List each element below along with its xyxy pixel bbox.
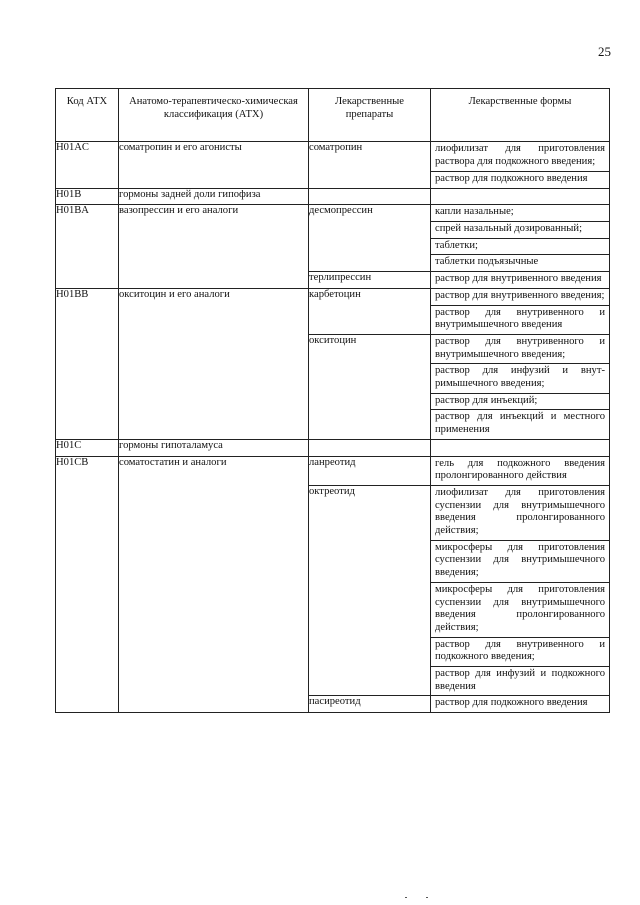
dosage-form-item: лиофилизат для приготовления раствора для подкожного введения; <box>435 143 605 168</box>
header-drugs: Лекарственные препараты <box>309 89 431 142</box>
dosage-form-item: таблетки; <box>431 238 609 255</box>
drug-name-cell: октреотид <box>309 485 431 696</box>
dosage-forms-cell <box>431 485 610 696</box>
atx-code-cell: H01B <box>56 188 119 205</box>
dosage-forms-cell <box>431 205 610 272</box>
atx-classification-cell: гормоны задней доли гипофиза <box>119 188 309 205</box>
drug-name-cell: карбетоцин <box>309 288 431 334</box>
table-row <box>56 188 610 205</box>
dosage-forms-cell <box>431 439 610 456</box>
dosage-form-item: микросферы для приготовления суспензии для внутримышечного введения; <box>431 540 609 582</box>
dosage-form-item: раствор для подкожного введения <box>431 171 609 188</box>
drug-name-cell: терлипрессин <box>309 272 431 289</box>
scan-mark <box>405 897 407 898</box>
dosage-form-item: раствор для внутривенного введения <box>435 273 602 285</box>
drug-name-cell <box>309 439 431 456</box>
dosage-forms-cell <box>431 334 610 439</box>
atx-classification-cell: соматропин и его агонисты <box>119 142 309 188</box>
dosage-form-item: раствор для инъекций и местного применения <box>431 409 609 438</box>
dosage-forms-cell <box>431 696 610 713</box>
dosage-forms-cell <box>431 288 610 334</box>
dosage-forms-cell <box>431 188 610 205</box>
table-row <box>56 205 610 272</box>
atx-classification-cell: соматостатин и аналоги <box>119 456 309 713</box>
dosage-forms-cell <box>431 456 610 485</box>
header-atx-classification: Анатомо-терапевтическо-химическая классификация (АТХ) <box>119 89 309 142</box>
table-body <box>56 142 610 713</box>
header-dosage-forms: Лекарственные формы <box>431 89 610 142</box>
atx-code-cell: H01BA <box>56 205 119 289</box>
atx-table <box>55 88 610 713</box>
dosage-form-item: раствор для инъекций; <box>431 393 609 410</box>
atx-classification-cell: гормоны гипоталамуса <box>119 439 309 456</box>
atx-code-cell: H01BB <box>56 288 119 439</box>
drug-name-cell: десмопрессин <box>309 205 431 272</box>
drug-name-cell <box>309 188 431 205</box>
scan-mark <box>426 897 428 898</box>
page-number: 25 <box>598 44 611 59</box>
drug-name-cell: окситоцин <box>309 334 431 439</box>
dosage-form-item: гель для подкожного введения пролонгированного действия <box>435 457 605 482</box>
dosage-form-item: спрей назальный дозированный; <box>431 221 609 238</box>
atx-code-cell: H01C <box>56 439 119 456</box>
dosage-forms-cell <box>431 142 610 188</box>
atx-classification-cell: вазопрессин и его аналоги <box>119 205 309 289</box>
dosage-form-item: таблетки подъязычные <box>431 254 609 271</box>
drug-name-cell: пасиреотид <box>309 696 431 713</box>
drug-name-cell: ланреотид <box>309 456 431 485</box>
table-row <box>56 439 610 456</box>
dosage-form-item: раствор для внутривенного и подкожного введения; <box>431 637 609 666</box>
dosage-form-item: раствор для подкожного введения <box>435 697 588 709</box>
dosage-form-item: раствор для внутривенного и внутримышечного введения; <box>435 335 605 360</box>
dosage-form-item: раствор для инфузий и подкожного введения <box>431 666 609 695</box>
dosage-form-item: микросферы для приготовления суспензии для внутримышечного введения пролонгированного действия; <box>431 582 609 637</box>
drug-name-cell: соматропин <box>309 142 431 188</box>
dosage-form-item: раствор для внутривенного введения; <box>435 289 605 301</box>
table-row <box>56 142 610 188</box>
dosage-form-item <box>431 189 609 205</box>
atx-classification-cell: окситоцин и его аналоги <box>119 288 309 439</box>
atx-code-cell: H01CB <box>56 456 119 713</box>
dosage-forms-cell <box>431 272 610 289</box>
table-row <box>56 288 610 334</box>
dosage-form-item: лиофилизат для приготовления суспензии для внутримышечного введения пролонгированного действия; <box>435 486 605 537</box>
dosage-form-item <box>431 440 609 456</box>
dosage-form-item: раствор для внутривенного и внутримышечного введения <box>431 305 609 334</box>
dosage-form-item: раствор для инфузий и внутримышечного введения; <box>431 363 609 392</box>
header-atx-code: Код АТХ <box>56 89 119 142</box>
atx-code-cell: H01AC <box>56 142 119 188</box>
dosage-form-item: капли назальные; <box>435 206 514 218</box>
table-header-row <box>56 89 610 142</box>
table-row <box>56 456 610 485</box>
